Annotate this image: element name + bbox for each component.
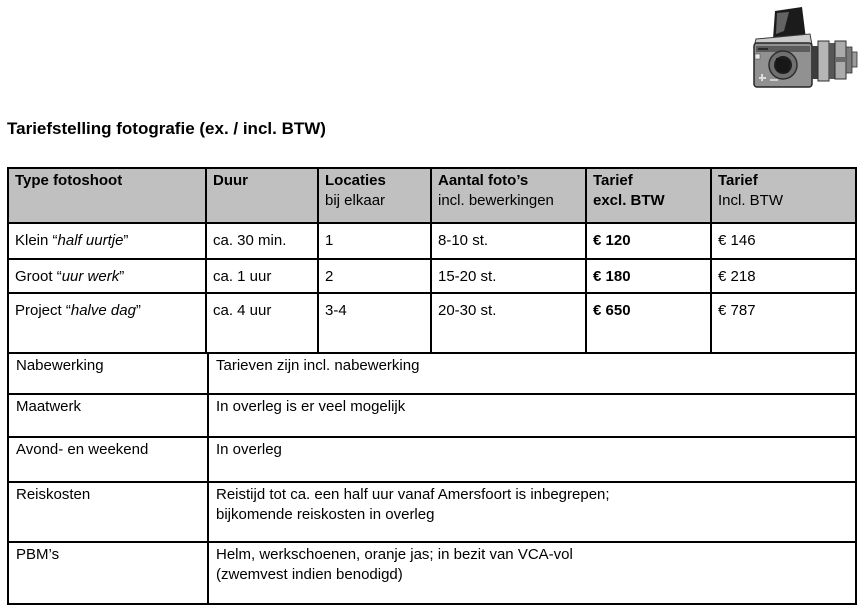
table-row-klein: [8, 223, 856, 259]
camera-photo-icon: [750, 5, 860, 91]
info-label-cell: Avond- en weekend: [8, 437, 208, 482]
header-line1: Tarief: [593, 172, 633, 189]
column-header-tarief-incl: [711, 168, 856, 223]
tarief-excl-cell: € 650: [586, 293, 711, 353]
info-label-cell: Nabewerking: [8, 353, 208, 394]
header-line2: incl. bewerkingen: [438, 192, 554, 209]
column-header-aantal-fotos: [431, 168, 586, 223]
table-row-avond-en-weekend: [8, 437, 856, 482]
tarief-incl-cell: € 146: [711, 223, 856, 259]
locaties-cell: 2: [318, 259, 431, 293]
info-text-line1: Reistijd tot ca. een half uur vanaf Amersfoort is inbegrepen;: [216, 486, 610, 503]
type-name: halve dag: [70, 302, 136, 319]
tarief-incl-cell: € 218: [711, 259, 856, 293]
header-line2: excl. BTW: [593, 192, 665, 209]
info-text-cell: [208, 482, 856, 542]
header-line1: Aantal foto’s: [438, 172, 529, 189]
column-header-tarief-excl: [586, 168, 711, 223]
info-text-cell: [208, 353, 856, 394]
info-text-line1: Tarieven zijn incl. nabewerking: [216, 357, 420, 374]
aantal-fotos-cell: 20-30 st.: [431, 293, 586, 353]
locaties-cell: 1: [318, 223, 431, 259]
table-header-row: [8, 168, 856, 223]
table-row-maatwerk: [8, 394, 856, 437]
type-name: uur werk: [61, 268, 120, 285]
camera-image: [750, 5, 860, 91]
quote-close: ”: [123, 232, 129, 249]
locaties-cell: 3-4: [318, 293, 431, 353]
header-line2: bij elkaar: [325, 192, 386, 209]
quote-open: “: [65, 302, 71, 319]
aantal-fotos-cell: 15-20 st.: [431, 259, 586, 293]
info-label-cell: PBM’s: [8, 542, 208, 604]
info-label-cell: Reiskosten: [8, 482, 208, 542]
info-text-line2: (zwemvest indien benodigd): [216, 566, 403, 583]
type-prefix: Klein: [15, 232, 53, 249]
quote-open: “: [56, 268, 62, 285]
column-header-type-fotoshoot: [8, 168, 206, 223]
info-text-line1: Helm, werkschoenen, oranje jas; in bezit van VCA-vol: [216, 546, 573, 563]
tariff-tables: [7, 167, 855, 605]
info-text-line2: bijkomende reiskosten in overleg: [216, 506, 435, 523]
header-line1: Locaties: [325, 172, 386, 189]
type-cell: [8, 293, 206, 353]
rates-table: [7, 167, 857, 354]
header-line2: Incl. BTW: [718, 192, 784, 209]
page-title: Tariefstelling fotografie (ex. / incl. BTW): [7, 119, 326, 138]
type-prefix: Groot: [15, 268, 57, 285]
type-cell: [8, 223, 206, 259]
info-text-cell: [208, 437, 856, 482]
quote-close: ”: [135, 302, 141, 319]
type-cell: [8, 259, 206, 293]
table-row-project: [8, 293, 856, 353]
type-prefix: Project: [15, 302, 66, 319]
duur-cell: ca. 4 uur: [206, 293, 318, 353]
header-line1: Type fotoshoot: [15, 172, 123, 189]
aantal-fotos-cell: 8-10 st.: [431, 223, 586, 259]
header-line1: Tarief: [718, 172, 758, 189]
tarief-excl-cell: € 120: [586, 223, 711, 259]
table-row-pbm: [8, 542, 856, 604]
info-text-line1: In overleg: [216, 441, 282, 458]
column-header-duur: [206, 168, 318, 223]
tarief-excl-cell: € 180: [586, 259, 711, 293]
info-text-cell: [208, 394, 856, 437]
table-row-reiskosten: [8, 482, 856, 542]
quote-open: “: [52, 232, 58, 249]
duur-cell: ca. 1 uur: [206, 259, 318, 293]
info-table: [7, 352, 857, 605]
quote-close: ”: [119, 268, 125, 285]
info-label-cell: Maatwerk: [8, 394, 208, 437]
type-name: half uurtje: [57, 232, 124, 249]
column-header-locaties: [318, 168, 431, 223]
header-line1: Duur: [213, 172, 248, 189]
duur-cell: ca. 30 min.: [206, 223, 318, 259]
info-text-cell: [208, 542, 856, 604]
info-text-line1: In overleg is er veel mogelijk: [216, 398, 406, 415]
table-row-groot: [8, 259, 856, 293]
tarief-incl-cell: € 787: [711, 293, 856, 353]
table-row-nabewerking: [8, 353, 856, 394]
